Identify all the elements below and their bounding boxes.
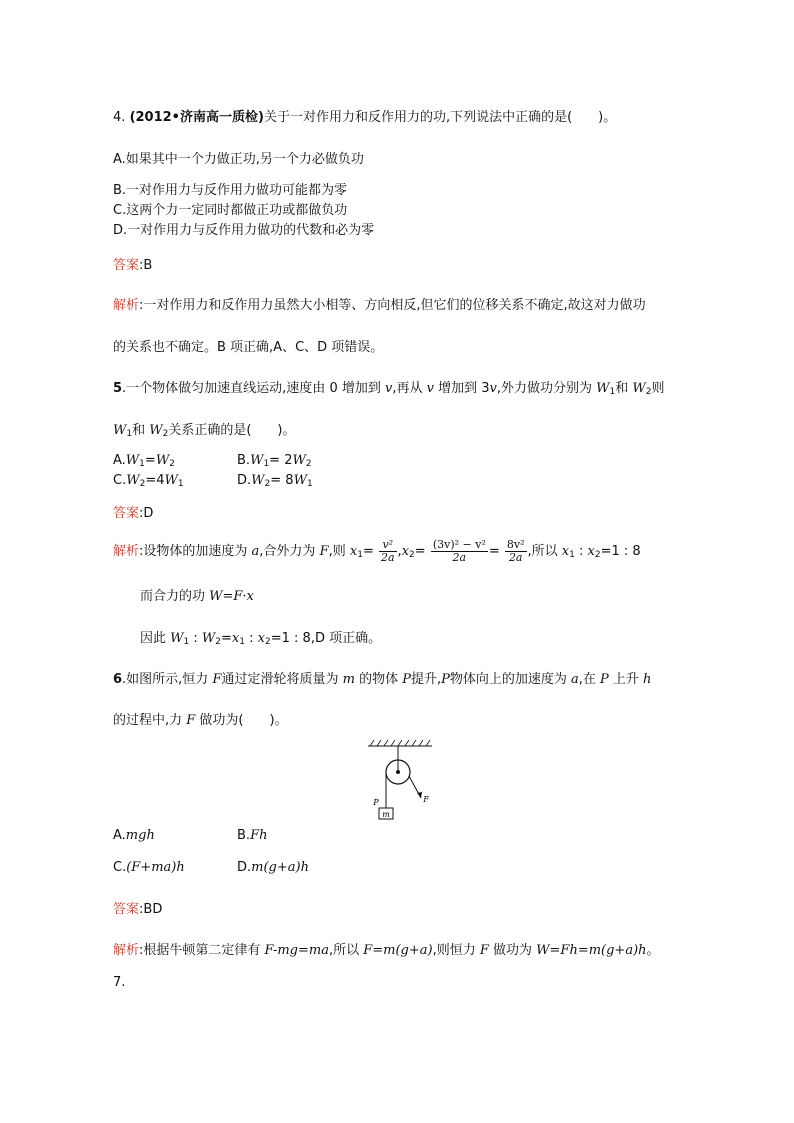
q7-number: 7. <box>113 975 126 990</box>
q6-number: 6 <box>113 672 123 687</box>
q6-analysis-label: 解析 <box>113 943 140 958</box>
q4-option-b: B.一对作用力与反作用力做功可能都为零 <box>113 183 348 198</box>
force-arrow-icon <box>417 792 422 798</box>
label-p: P <box>373 798 379 807</box>
q4-option-a: A.如果其中一个力做正功,另一个力必做负功 <box>113 152 364 167</box>
q5-analysis-line2: 而合力的功 W=F·x <box>140 589 254 604</box>
q5-option-b: $B.W_1= 2W_2$ <box>237 453 312 469</box>
q4-option-c: C.这两个力一定同时都做正功或都做负功 <box>113 203 348 218</box>
q5-analysis-label: 解析 <box>113 544 140 559</box>
fraction-x1: $\frac{\text{v²}}{2a}$ <box>380 538 395 564</box>
q4-analysis-label: 解析 <box>113 298 140 313</box>
q5-option-d: $D.W_2= 8W_1$ <box>237 473 313 489</box>
q4-answer <box>113 258 152 274</box>
q6-stem-line1: 6.如图所示,恒力 F通过定滑轮将质量为 m 的物体 P提升,P物体向上的加速度为 a,在 P 上升 h <box>113 672 652 687</box>
q4-stem: 4. (2012•济南高一质检)关于一对作用力和反作用力的功,下列说法中正确的是( )。 <box>113 110 617 125</box>
q6-stem-line2: 的过程中,力 F 做功为( )。 <box>113 713 288 728</box>
q5-analysis-line3: 因此 $W_1$ : $W_2=x_1$ : $x_2=1$ : 8,D 项正确。 <box>140 631 382 647</box>
q5-answer: 答案:D <box>113 506 154 521</box>
q6-analysis: 解析:根据牛顿第二定律有 F-mg=ma,所以 F=m(g+a),则恒力 F 做功为 W=Fh=m(g+a)h。 <box>113 943 660 958</box>
q4-answer-label: 答案 <box>113 258 140 273</box>
fraction-x2-simplified: $\frac{\text{8v²}}{2a}$ <box>506 538 525 564</box>
q4-analysis-line1 <box>113 298 646 314</box>
q4-stem-text: 关于一对作用力和反作用力的功,下列说法中正确的是( )。 <box>263 110 617 125</box>
q6-option-a: A.mgh <box>113 828 155 843</box>
q4-option-d: D.一对作用力与反作用力做功的代数和必为零 <box>113 223 375 238</box>
q6-option-d: D.m(g+a)h <box>237 860 309 875</box>
ceiling-hatch <box>370 740 430 746</box>
pulley-diagram <box>366 738 436 822</box>
q4-source: (2012•济南高一质检) <box>129 110 264 125</box>
q4-answer-value: :B <box>139 258 153 273</box>
q5-stem-line1: 5.一个物体做匀加速直线运动,速度由 0 增加到 v,再从 v 增加到 3v,外力做功分别为 $W_1$和 $W_2$则 <box>113 381 665 397</box>
q6-option-b: B.Fh <box>237 828 268 843</box>
q5-option-c: $C.W_2=4W_1$ <box>113 473 184 489</box>
q6-option-c: C.(F+ma)h <box>113 860 185 875</box>
fraction-x2: $\frac{\text{(3v)² − v²}}{2a}$ <box>432 538 486 564</box>
q5-stem-line2: $W_1$和 $W_2$关系正确的是( )。 <box>113 423 296 439</box>
q4-analysis-line2: 的关系也不确定。B 项正确,A、C、D 项错误。 <box>113 340 384 355</box>
q6-answer: 答案:BD <box>113 902 163 917</box>
q5-number: 5 <box>113 381 123 396</box>
label-m: m <box>382 810 390 819</box>
q4-number: 4 <box>113 110 122 125</box>
q4-analysis-text1: :一对作用力和反作用力虽然大小相等、方向相反,但它们的位移关系不确定,故这对力做功 <box>139 298 646 313</box>
pulley-axle <box>396 770 400 774</box>
label-f: F <box>423 795 429 804</box>
q5-analysis-line1: 解析:设物体的加速度为 a,合外力为 F,则 $x_1=$ $\frac{\text{v²}}{2a}$ $,x_2=$ $\frac{\text{(3v)² − v²}}{2a}$ = $\frac{\text{8v²}}{2a}$ ,所以 $x_1$ : $x_2=1$ : 8 <box>113 538 641 564</box>
q5-option-a: $A.W_1=W_2$ <box>113 453 175 469</box>
